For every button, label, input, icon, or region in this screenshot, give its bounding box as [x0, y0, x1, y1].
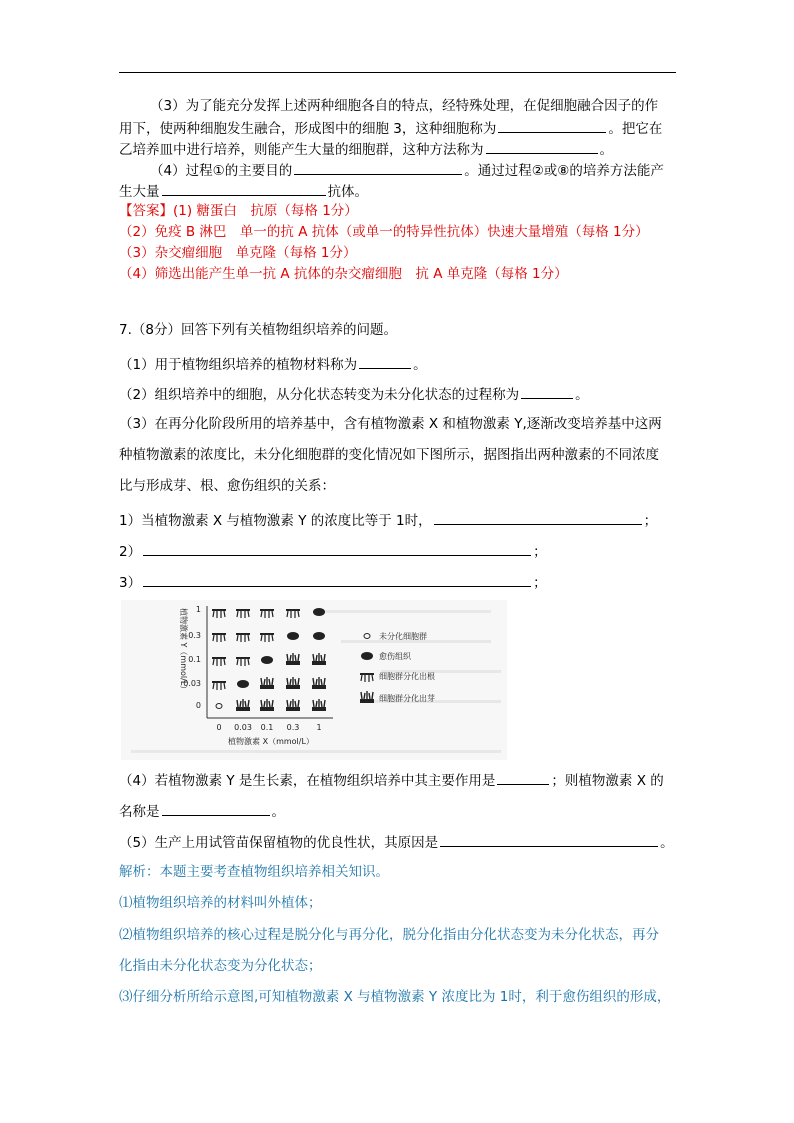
q7-sub3-line2: 种植物激素的浓度比，未分化细胞群的变化情况如下图所示，据图指出两种激素的不同浓度 [119, 447, 659, 463]
y-tick: 0.1 [188, 655, 201, 664]
shoot-icon [286, 699, 300, 711]
shoot-icon [312, 699, 326, 711]
q4-line-2: 生大量 抗体。 [119, 181, 368, 201]
shoot-icon [260, 699, 274, 711]
q7-sub5: （5）生产上用试管苗保留植物的优良性状，其原因是 。 [119, 832, 674, 852]
shoot-icon [312, 653, 326, 665]
callus-icon [361, 652, 373, 660]
callus-icon [313, 632, 325, 640]
y-tick: 1 [195, 605, 201, 614]
root-icon [260, 610, 274, 618]
root-icon [212, 682, 226, 690]
root-icon [236, 658, 250, 666]
answer-line-3: （3）杂交瘤细胞 单克隆（每格 1分） [119, 245, 357, 261]
answer-line-4: （4）筛选出能产生单一抗 A 抗体的杂交瘤细胞 抗 A 单克隆（每格 1分） [119, 266, 568, 282]
undifferentiated-icon [216, 704, 222, 709]
y-tick: 0.3 [188, 631, 201, 640]
shoot-icon [260, 677, 274, 689]
root-icon [236, 634, 250, 642]
x-tick: 0.03 [234, 723, 252, 732]
callus-icon [287, 632, 299, 640]
blank[interactable] [521, 384, 573, 399]
root-icon [360, 674, 374, 682]
shoot-icon [286, 677, 300, 689]
root-icon [212, 610, 226, 618]
q7-rel-2: 2） ； [119, 541, 547, 561]
q7-rel-1: 1）当植物激素 X 与植物激素 Y 的浓度比等于 1时， ； [119, 510, 657, 530]
q3-line-3: 乙培养皿中进行培养，则能产生大量的细胞群，这种方法称为 。 [119, 139, 613, 159]
q7-sub4-line1: （4）若植物激素 Y 是生长素，在植物组织培养中其主要作用是 ；则植物激素 X 的 [119, 770, 664, 790]
root-icon [212, 658, 226, 666]
analysis-line-4: 化指由未分化状态变为分化状态； [119, 958, 322, 974]
callus-icon [261, 656, 273, 664]
blank[interactable] [497, 770, 549, 785]
blank[interactable] [294, 160, 462, 175]
x-tick: 1 [316, 723, 322, 732]
y-tick: 0.03 [183, 679, 201, 688]
q4-line-1: （4）过程①的主要目的 。通过过程②或⑧的培养方法能产 [150, 160, 664, 180]
legend-shoot: 细胞群分化出芽 [379, 694, 435, 703]
q7-sub1: （1）用于植物组织培养的植物材料称为 。 [119, 354, 427, 374]
x-tick: 0 [216, 723, 222, 732]
analysis-line-1: 解析：本题主要考查植物组织培养相关知识。 [119, 864, 389, 880]
x-tick: 0.3 [286, 723, 300, 732]
blank[interactable] [486, 139, 598, 154]
blank[interactable] [359, 354, 411, 369]
root-icon [236, 610, 250, 618]
y-axis-label: 植物激素 Y（mmol/L） [179, 608, 188, 694]
q7-sub2: （2）组织培养中的细胞，从分化状态转变为未分化状态的过程称为 。 [119, 384, 589, 404]
blank[interactable] [498, 118, 606, 133]
shoot-icon [312, 677, 326, 689]
answer-line-2: （2）免疫 B 淋巴 单一的抗 A 抗体（或单一的特异性抗体）快速大量增殖（每格 1分） [119, 224, 649, 240]
callus-icon [313, 608, 325, 616]
root-icon [260, 634, 274, 642]
blank[interactable] [143, 572, 531, 587]
shoot-icon [286, 653, 300, 665]
shoot-icon [360, 691, 374, 703]
q7-sub4-line2: 名称是 。 [119, 801, 285, 821]
blank[interactable] [440, 832, 658, 847]
analysis-line-2: ⑴植物组织培养的材料叫外植体； [119, 895, 322, 911]
analysis-line-3: ⑵植物组织培养的核心过程是脱分化与再分化，脱分化指由分化状态变为未分化状态，再分 [119, 927, 659, 943]
callus-icon [237, 680, 249, 688]
y-tick: 0 [195, 701, 201, 710]
x-axis-label: 植物激素 X（mmol/L） [228, 737, 314, 746]
hormone-ratio-figure [121, 600, 507, 760]
blank[interactable] [162, 801, 270, 816]
root-icon [286, 610, 300, 618]
undifferentiated-icon [364, 634, 370, 639]
blank[interactable] [143, 541, 531, 556]
blank[interactable] [434, 510, 642, 525]
header-rule [119, 72, 676, 73]
q3-line-2: 用下，使两种细胞发生融合，形成图中的细胞 3，这种细胞称为 。把它在 [119, 118, 662, 138]
q7-sub3-line1: （3）在再分化阶段所用的培养基中，含有植物激素 X 和植物激素 Y,逐渐改变培养基中这两 [119, 416, 662, 432]
root-icon [212, 634, 226, 642]
q7-heading: 7.（8分）回答下列有关植物组织培养的问题。 [119, 322, 397, 338]
x-tick: 0.1 [260, 723, 274, 732]
answer-line-1: 【答案】(1) 糖蛋白 抗原（每格 1分） [119, 203, 358, 219]
q7-rel-3: 3） ； [119, 572, 547, 592]
shoot-icon [236, 699, 250, 711]
legend-root: 细胞群分化出根 [379, 672, 435, 681]
q3-line-1: （3）为了能充分发挥上述两种细胞各自的特点，经特殊处理，在促细胞融合因子的作 [150, 98, 659, 114]
q7-sub3-line3: 比与形成芽、根、愈伤组织的关系： [119, 478, 335, 494]
legend-undifferentiated: 未分化细胞群 [379, 632, 427, 641]
legend-callus: 愈伤组织 [379, 652, 411, 661]
blank[interactable] [162, 181, 326, 196]
analysis-line-5: ⑶仔细分析所给示意图,可知植物激素 X 与植物激素 Y 浓度比为 1时，利于愈伤组织的形成， [119, 989, 671, 1005]
